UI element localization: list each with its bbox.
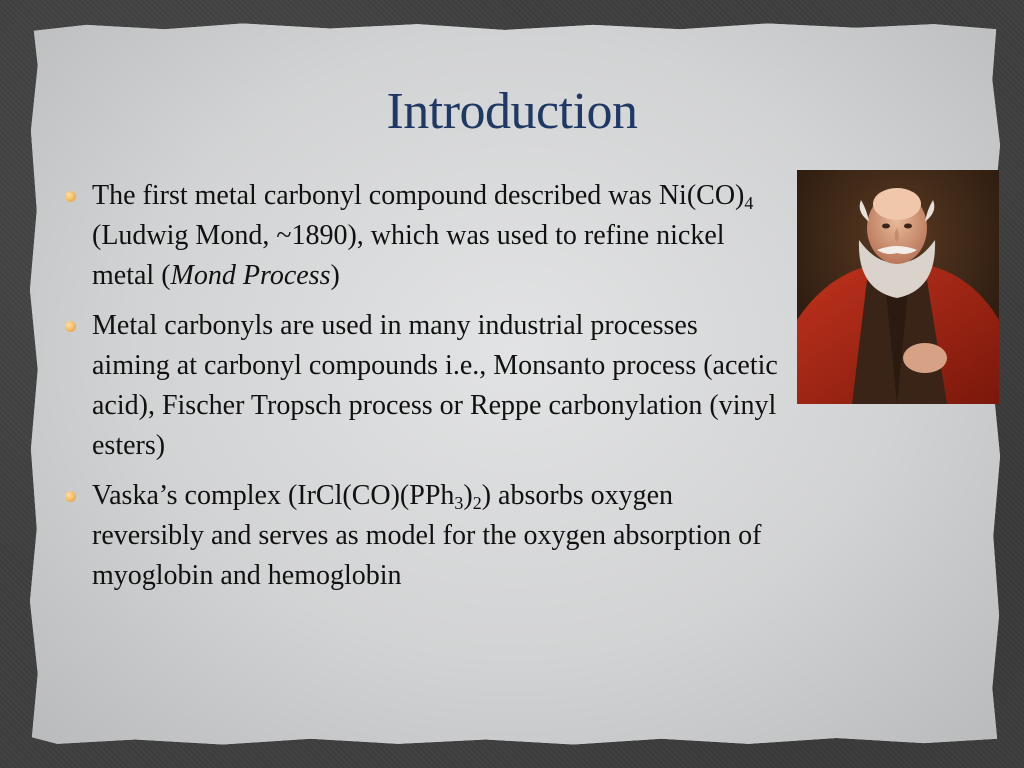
bullet-dot-icon [65,321,76,332]
bullet-item [62,176,782,296]
bullet-item [62,476,782,596]
bullet-item [62,306,782,466]
bullet-list [62,176,782,606]
bullet-dot-icon [65,491,76,502]
bullet-dot-icon [65,191,76,202]
slide-title: Introduction [386,83,638,140]
bullet-text: Vaska’s complex $(IrCl(CO)(PPh_3)_2)$ absorbs oxygen reversibly and serves as model for the oxygen absorption of myoglobin and hemoglobin [92,480,762,591]
bullet-text: Metal carbonyls are used in many industrial processes aiming at carbonyl compounds i.e., Monsanto process (acetic acid), Fischer Tropsch process or Reppe carbonylation (vinyl esters) [92,310,778,461]
portrait-image [797,170,999,404]
bullet-text: The first metal carbonyl compound described was $Ni(CO)_4$ (Ludwig Mond, ~1890), which was used to refine nickel metal (Mond Process) [92,180,754,291]
